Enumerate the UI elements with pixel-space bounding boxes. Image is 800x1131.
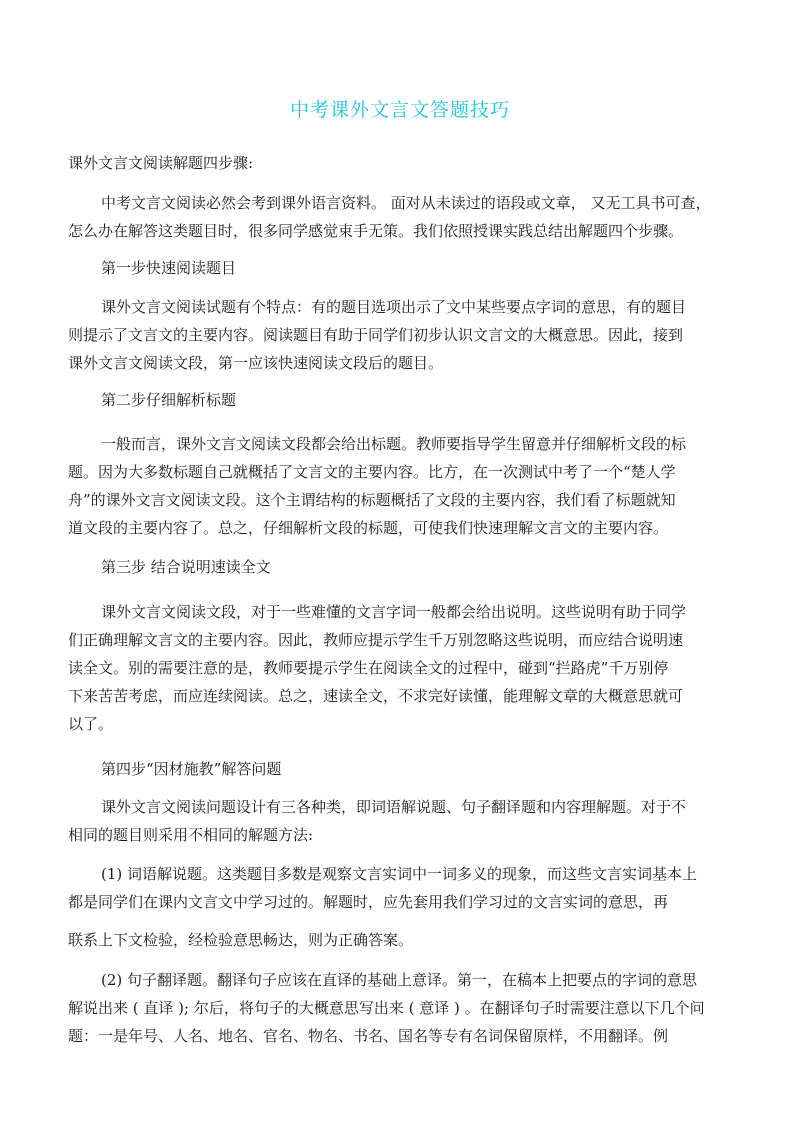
step1-line: 课外文言文阅读文段，第一应该快速阅读文段后的题目。 bbox=[68, 354, 444, 372]
step3-line: 下来苦苦考虑，而应连续阅读。总之，速读全文，不求完好读懂，能理解文章的大概意思就可 bbox=[68, 687, 684, 705]
item2-line: (2) 句子翻译题。翻译句子应该在直译的基础上意译。第一，在稿本上把要点的字词的意思 bbox=[101, 971, 698, 989]
item2-line: 题：一是年号、人名、地名、官名、物名、书名、国名等专有名词保留原样，不用翻译。例 bbox=[68, 1027, 669, 1045]
step2-line: 舟”的课外文言文阅读文段。这个主谓结构的标题概括了文段的主要内容，我们看了标题就知 bbox=[68, 491, 676, 509]
step2-line: 一般而言，课外文言文阅读文段都会给出标题。教师要指导学生留意并仔细解析文段的标 bbox=[101, 435, 687, 453]
step1-heading: 第一步快速阅读题目 bbox=[101, 259, 237, 277]
step2-line: 题。因为大多数标题自己就概括了文言文的主要内容。比方，在一次测试中考了一个“楚人学 bbox=[68, 463, 676, 481]
step2-heading: 第二步仔细解析标题 bbox=[101, 391, 237, 409]
intro-line: 中考文言文阅读必然会考到课外语言资料。 面对从未读过的语段或文章， 又无工具书可查， bbox=[101, 194, 711, 212]
step3-line: 课外文言文阅读文段，对于一些难懂的文言字词一般都会给出说明。这些说明有助于同学 bbox=[101, 603, 687, 621]
step3-line: 读全文。别的需要注意的是，教师要提示学生在阅读全文的过程中，碰到“拦路虎”千万别停 bbox=[68, 659, 669, 677]
item1-line: 联系上下文检验，经检验意思畅达，则为正确答案。 bbox=[68, 931, 414, 949]
step4-line: 相同的题目则采用不相同的解题方法: bbox=[68, 826, 314, 844]
step3-line: 以了。 bbox=[68, 715, 114, 733]
step1-line: 课外文言文阅读试题有个特点：有的题目选项出示了文中某些要点字词的意思，有的题目 bbox=[101, 298, 687, 316]
intro-line: 怎么办在解答这类题目时，很多同学感觉束手无策。我们依照授课实践总结出解题四个步骤。 bbox=[68, 222, 684, 240]
step3-line: 们正确理解文言文的主要内容。因此，教师应提示学生千万别忽略这些说明，而应结合说明速 bbox=[68, 631, 684, 649]
step2-line: 道文段的主要内容了。总之，仔细解析文段的标题，可使我们快速理解文言文的主要内容。 bbox=[68, 519, 669, 537]
section-subheading: 课外文言文阅读解题四步骤: bbox=[68, 154, 254, 172]
step4-heading: 第四步“因材施教”解答问题 bbox=[101, 760, 282, 778]
item1-line: 都是同学们在课内文言文中学习过的。解题时，应先套用我们学习过的文言实词的意思，再 bbox=[68, 893, 669, 911]
item1-line: (1) 词语解说题。这类题目多数是观察文言实词中一词多义的现象，而这些文言实词基本上 bbox=[101, 865, 698, 883]
item2-line: 解说出来 ( 直译 ); 尔后，将句子的大概意思写出来 ( 意译 ) 。在翻译句子时需要注意以下几个问 bbox=[68, 999, 705, 1017]
step3-heading: 第三步 结合说明速读全文 bbox=[101, 558, 271, 576]
step4-line: 课外文言文阅读问题设计有三各种类，即词语解说题、句子翻译题和内容理解题。对于不 bbox=[101, 798, 687, 816]
document-title: 中考课外文言文答题技巧 bbox=[289, 99, 510, 121]
step1-line: 则提示了文言文的主要内容。阅读题目有助于同学们初步认识文言文的大概意思。因此，接到 bbox=[68, 326, 684, 344]
